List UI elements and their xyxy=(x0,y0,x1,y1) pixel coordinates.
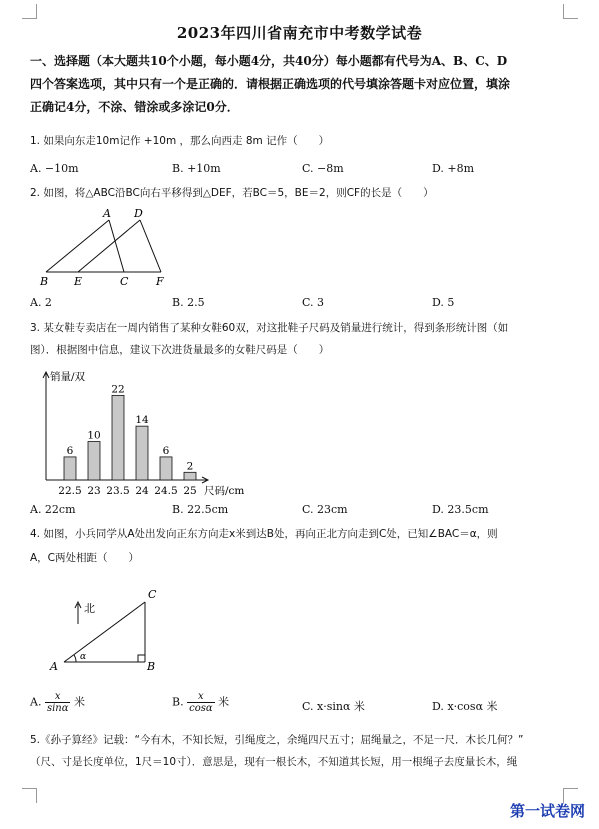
side-ed xyxy=(78,220,140,272)
question-4-figure xyxy=(48,584,178,680)
question-3-option-c: C. 23cm xyxy=(302,503,348,516)
question-2-option-b: B. 2.5 xyxy=(172,296,205,309)
question-3-option-a: A. 22cm xyxy=(30,503,76,516)
question-5-stem-line-2: （尺、寸是长度单位，1尺＝10寸）．意思是，现有一根长木，不知道其长短，用一根绳子去度量长木，绳 xyxy=(30,756,518,768)
bar-22.5 xyxy=(64,457,76,480)
north-label: 北 xyxy=(84,602,95,615)
question-1-option-a: A. −10m xyxy=(30,162,79,175)
label-e: E xyxy=(74,275,83,288)
side-ac xyxy=(109,220,124,272)
label-c: C xyxy=(120,275,129,288)
side-ba xyxy=(46,220,109,272)
bar-value-label: 22 xyxy=(111,383,125,396)
label-d: D xyxy=(134,207,143,220)
section-instruction-line-3: 正确记4分，不涂、错涂或多涂记0分． xyxy=(30,100,239,114)
bar-23 xyxy=(88,442,100,480)
question-2-option-d: D. 5 xyxy=(432,296,455,309)
question-2-option-c: C. 3 xyxy=(302,296,325,309)
question-2-figure xyxy=(30,203,180,293)
question-4-option-d: D. x·cosα 米 xyxy=(432,700,498,713)
x-tick-label: 23 xyxy=(87,485,101,496)
question-4-stem-line-2: A，C两处相距（ ） xyxy=(30,552,140,564)
x-tick-label: 24.5 xyxy=(154,485,178,496)
label-alpha: α xyxy=(80,652,87,662)
question-1-stem: 1. 如果向东走10m记作 +10m ，那么向西走 8m 记作（ ） xyxy=(30,135,330,147)
bar-24.5 xyxy=(160,457,172,480)
question-1-option-b: B. +10m xyxy=(172,162,221,175)
question-4-option-c: C. x·sinα 米 xyxy=(302,700,365,713)
label-f: F xyxy=(156,275,164,288)
section-instruction-line-1: 一、选择题（本大题共10个小题，每小题4分，共40分）每小题都有代号为A、B、C、D xyxy=(30,54,508,68)
label-c: C xyxy=(148,588,157,601)
angle-arc xyxy=(74,655,76,662)
x-tick-label: 22.5 xyxy=(58,485,82,496)
shoe-size-bar-chart xyxy=(28,366,268,496)
bar-23.5 xyxy=(112,395,124,480)
y-axis-label: 销量/双 xyxy=(50,371,86,383)
question-4-stem-line-1: 4. 如图，小兵同学从A处出发向正东方向走x米到达B处，再向正北方向走到C处，已知∠BAC＝α，则 xyxy=(30,528,498,540)
label-a: A xyxy=(50,660,58,673)
right-angle-mark xyxy=(138,655,145,662)
question-1-option-d: D. +8m xyxy=(432,162,475,175)
side-df xyxy=(140,220,161,272)
question-3-option-b: B. 22.5cm xyxy=(172,503,229,516)
label-b: B xyxy=(40,275,49,288)
question-3-stem-line-1: 3. 某女鞋专卖店在一周内销售了某种女鞋60双，对这批鞋子尺码及销量进行统计，得到条形统计图（如 xyxy=(30,322,509,334)
section-instruction-line-2: 四个答案选项，其中只有一个是正确的．请根据正确选项的代号填涂答题卡对应位置，填涂 xyxy=(30,77,511,91)
x-tick-label: 24 xyxy=(135,485,149,496)
question-2-stem: 2. 如图，将△ABC沿BC向右平移得到△DEF，若BC＝5，BE＝2，则CF的长是（ ） xyxy=(30,187,434,199)
x-axis-label: 尺码/cm xyxy=(204,485,245,496)
question-4-option-b: B. $\frac{x}{\cos\alpha}$ 米 xyxy=(172,691,230,714)
label-b: B xyxy=(147,660,156,673)
bar-value-label: 6 xyxy=(162,444,170,457)
bar-value-label: 14 xyxy=(135,414,149,427)
question-3-stem-line-2: 图）．根据图中信息，建议下次进货量最多的女鞋尺码是（ ） xyxy=(30,344,330,356)
corner-mark-top-left xyxy=(22,4,37,19)
segment-ac xyxy=(64,602,145,662)
question-3-option-d: D. 23.5cm xyxy=(432,503,489,516)
corner-mark-bottom-left xyxy=(22,788,37,803)
label-a: A xyxy=(103,207,111,220)
page-title: 2023年四川省南充市中考数学试卷 xyxy=(176,24,423,42)
x-tick-label: 23.5 xyxy=(106,485,130,496)
bar-25 xyxy=(184,472,196,480)
question-1-option-c: C. −8m xyxy=(302,162,344,175)
bar-value-label: 2 xyxy=(186,460,194,473)
question-2-option-a: A. 2 xyxy=(30,296,52,309)
x-tick-label: 25 xyxy=(183,485,197,496)
bar-value-label: 10 xyxy=(87,429,101,442)
question-5-stem-line-1: 5.《孙子算经》记载：“今有木，不知长短，引绳度之，余绳四尺五寸；屈绳量之，不足一尺．木长几何？” xyxy=(30,734,524,746)
bar-value-label: 6 xyxy=(66,444,74,457)
bar-24 xyxy=(136,426,148,480)
corner-mark-top-right xyxy=(563,4,578,19)
question-4-option-a: A. $\frac{x}{\sin\alpha}$ 米 xyxy=(30,691,85,714)
footer-watermark: 第一试卷网 xyxy=(509,802,585,820)
